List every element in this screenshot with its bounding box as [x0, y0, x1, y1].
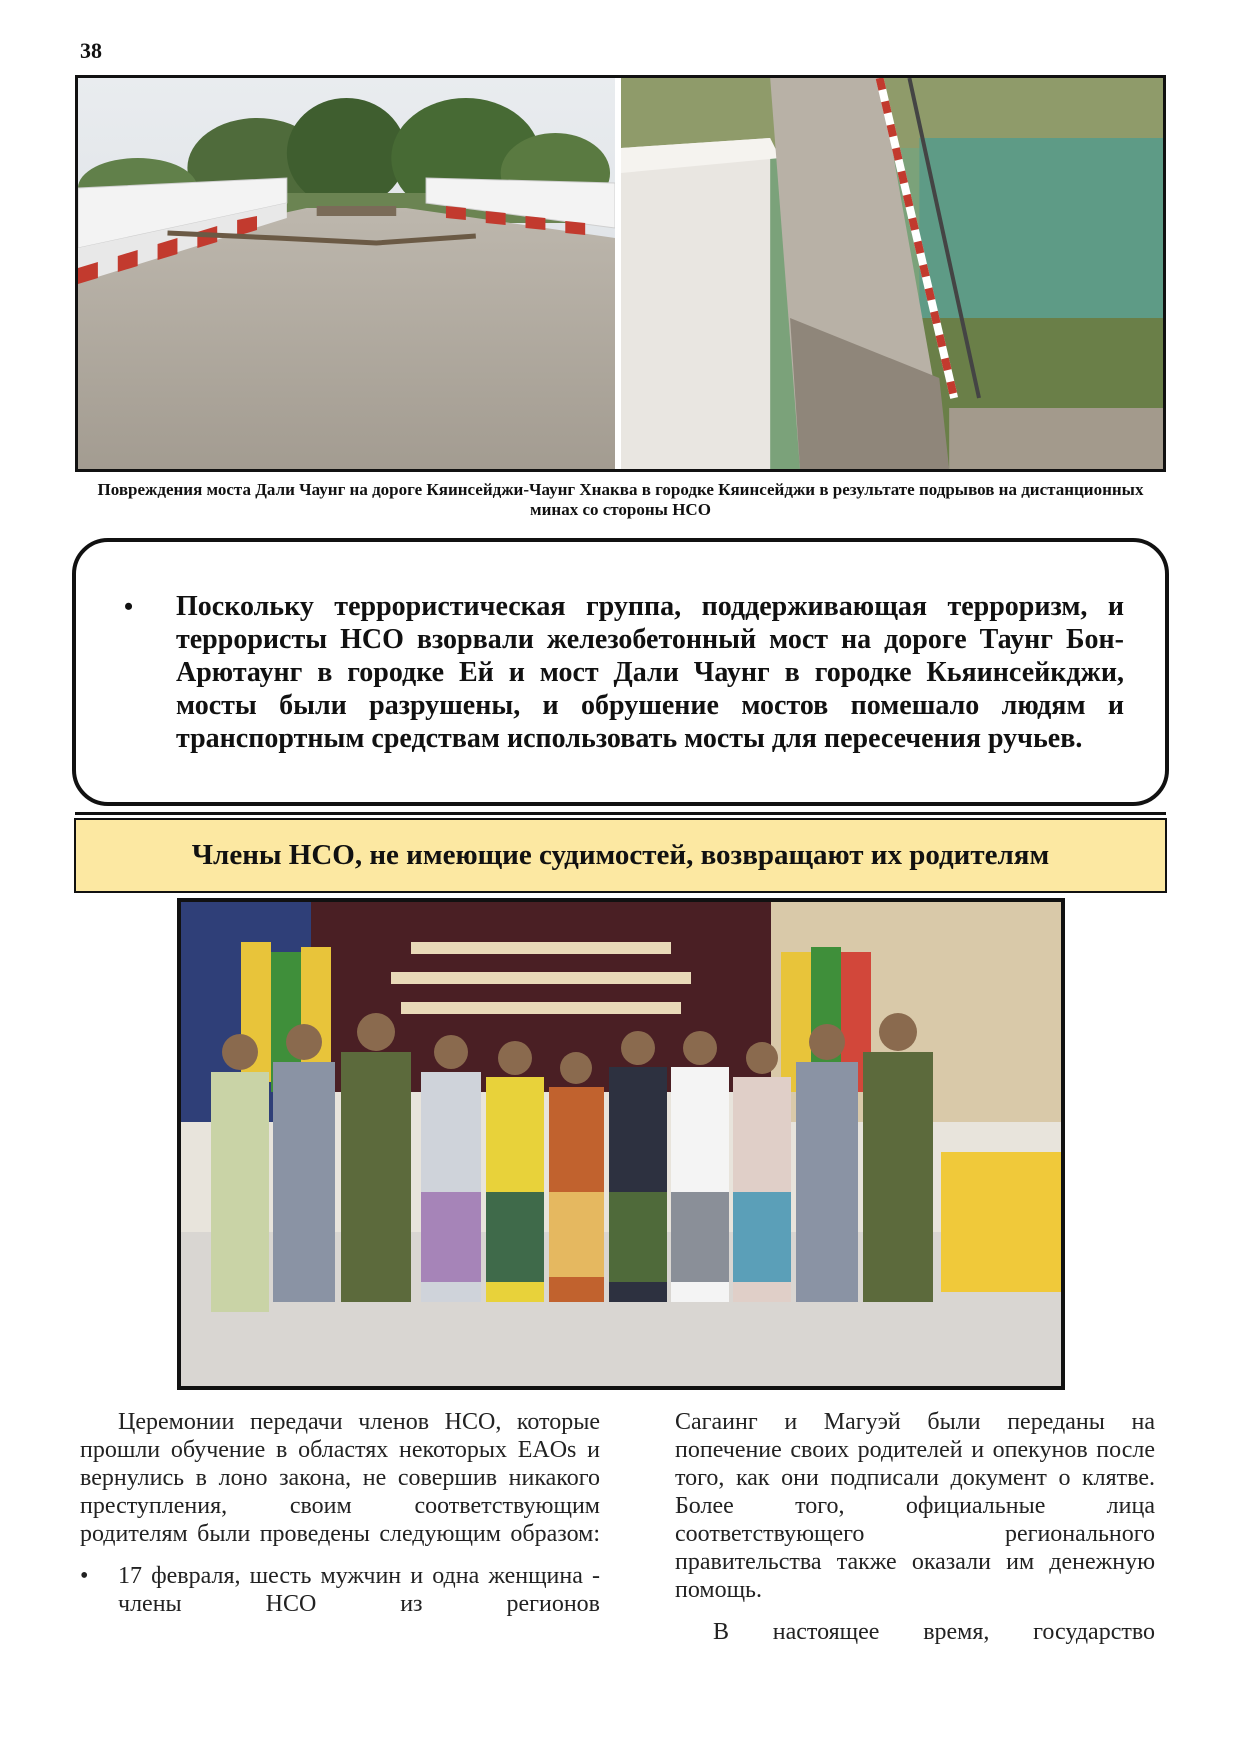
section-title: Члены НСО, не имеющие судимостей, возвращают их родителям	[191, 839, 1050, 871]
bullet-icon: •	[124, 592, 134, 621]
bullet-text: 17 февраля, шесть мужчин и одна женщина - члены НСО из регионов	[118, 1563, 600, 1617]
bullet-icon: •	[80, 1563, 89, 1589]
bridge-damaged-side-photo	[621, 78, 1163, 469]
body-bullet-item	[80, 1562, 600, 1618]
text-column-left	[80, 1408, 600, 1618]
bridge-road-photo	[78, 78, 615, 469]
body-paragraph-continued: В настоящее время, государство	[713, 1619, 1155, 1645]
handover-ceremony-photo	[177, 898, 1065, 1390]
page-number: 38	[80, 38, 102, 63]
body-paragraph: Церемонии передачи членов НСО, которые прошли обучение в областях некоторых EAOs и вернулись в лоно закона, не совершив никакого преступления, своим соответствующим родителям были проведены следующим образом:	[80, 1409, 600, 1547]
info-list	[124, 590, 1124, 755]
info-box	[72, 538, 1169, 806]
section-banner	[74, 818, 1167, 893]
body-paragraph: Сагаинг и Магуэй были переданы на попечение своих родителей и опекунов после того, как они подписали документ о клятве. Более того, официальные лица соответствующего регионального правительства также оказали им денежную помощь.	[675, 1409, 1155, 1603]
info-list-item	[124, 590, 1124, 755]
info-text: Поскольку террористическая группа, поддерживающая терроризм, и террористы НСО взорвали железобетонный мост на дороге Таунг Бон-Арютаунг в городке Ей и мост Дали Чаунг в городке Кьяинсейкджи, мосты были разрушены, и обрушение мостов помешало людям и транспортным средствам использовать мосты для пересечения ручьев.	[176, 591, 1124, 754]
figure-caption: Повреждения моста Дали Чаунг на дороге Кяинсейджи-Чаунг Хнаква в городке Кяинсейджи в результате подрывов на дистанционных минах со стороны НСО	[97, 480, 1144, 519]
text-column-right	[675, 1408, 1155, 1646]
top-photo-pair	[75, 75, 1166, 472]
